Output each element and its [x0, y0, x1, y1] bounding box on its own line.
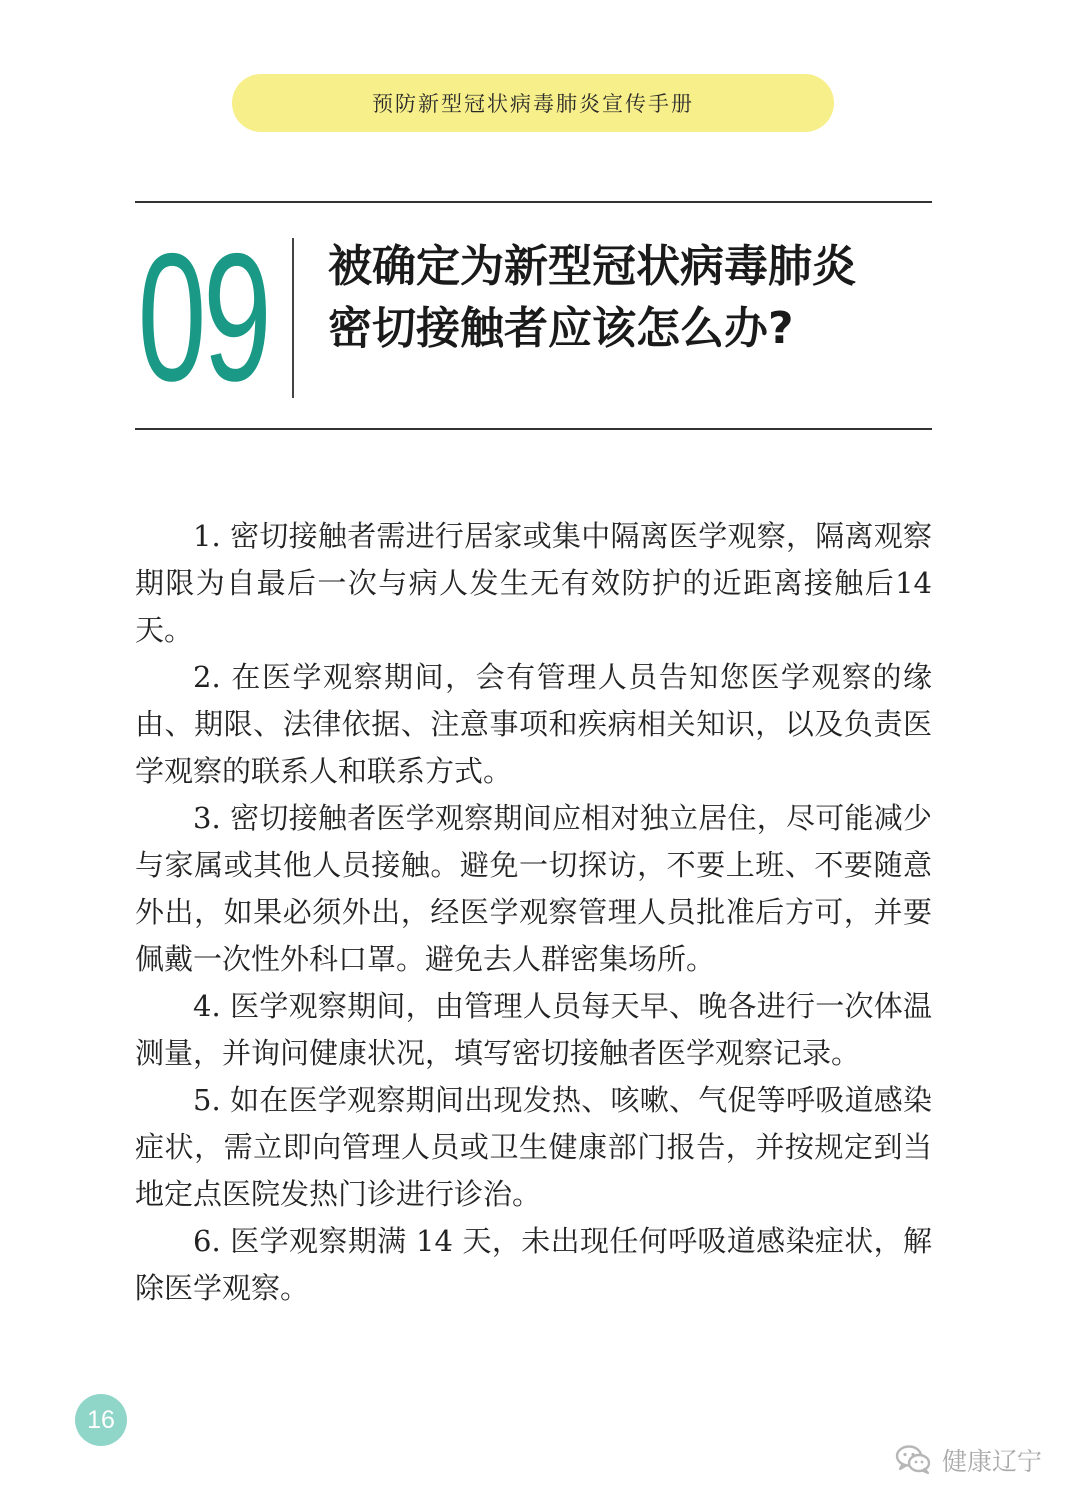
- watermark-text: 健康辽宁: [942, 1447, 1043, 1476]
- guidance-paragraph: 1. 密切接触者需进行居家或集中隔离医学观察，隔离观察期限为自最后一次与病人发生无有效防护的近距离接触后14 天。: [135, 519, 932, 647]
- guidance-paragraph: 3. 密切接触者医学观察期间应相对独立居住，尽可能减少与家属或其他人员接触。避免一切探访，不要上班、不要随意外出，如果必须外出，经医学观察管理人员批准后方可，并要佩戴一次性外科口罩。避免去人群密集场所。: [135, 801, 932, 976]
- heading-divider: [292, 238, 294, 398]
- chapter-title-line: 密切接触者应该怎么办?: [328, 303, 794, 354]
- body-content: [135, 513, 932, 1312]
- chapter-number: 09: [137, 215, 269, 419]
- bottom-divider: [135, 428, 932, 430]
- page-number: 16: [87, 1405, 115, 1434]
- guidance-paragraph: 4. 医学观察期间，由管理人员每天早、晚各进行一次体温测量，并询问健康状况，填写密切接触者医学观察记录。: [135, 989, 932, 1070]
- guidance-paragraph: 2. 在医学观察期间，会有管理人员告知您医学观察的缘由、期限、法律依据、注意事项和疾病相关知识，以及负责医学观察的联系人和联系方式。: [135, 660, 932, 788]
- manual-title: 预防新型冠状病毒肺炎宣传手册: [372, 92, 694, 116]
- chapter-title-line: 被确定为新型冠状病毒肺炎: [328, 241, 856, 292]
- top-divider: [135, 201, 932, 203]
- manual-title-banner: [232, 74, 834, 132]
- source-watermark: [894, 1440, 1042, 1480]
- chapter-title: [328, 236, 928, 360]
- guidance-paragraph: 6. 医学观察期满 14 天，未出现任何呼吸道感染症状，解除医学观察。: [135, 1224, 932, 1305]
- wechat-icon: [894, 1443, 934, 1477]
- page-number-badge: [75, 1394, 127, 1446]
- guidance-paragraph: 5. 如在医学观察期间出现发热、咳嗽、气促等呼吸道感染症状，需立即向管理人员或卫生健康部门报告，并按规定到当地定点医院发热门诊进行诊治。: [135, 1083, 932, 1211]
